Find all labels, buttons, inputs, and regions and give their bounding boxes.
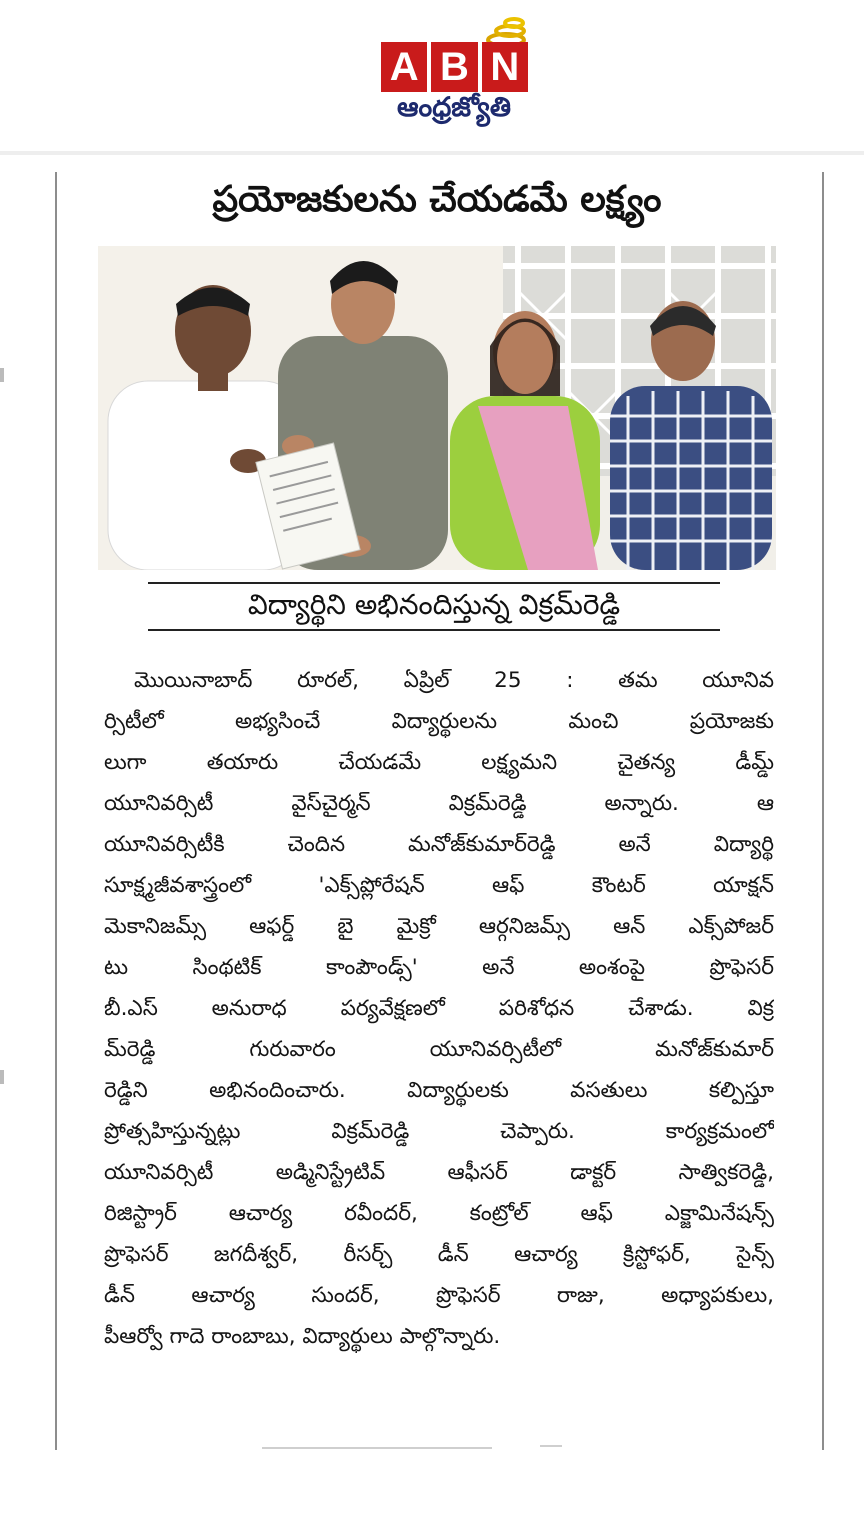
header-separator (0, 151, 864, 155)
body-line: టు సింథటిక్ కాంపౌండ్స్' అనే అంశంపై ప్రొఫెసర్ (104, 955, 774, 980)
right-column-rule (822, 172, 824, 1450)
left-column-rule (55, 172, 57, 1450)
body-line: మెకానిజమ్స్ ఆఫర్డ్ బై మైక్రో ఆర్గనిజమ్స్ ఆన్ ఎక్స్‌పోజర్ (104, 914, 774, 939)
body-line: యూనివర్సిటీకి చెందిన మనోజ్‌కుమార్‌రెడ్డి అనే విద్యార్థి (104, 832, 774, 857)
body-line: మొయినాబాద్ రూరల్, ఏప్రిల్ 25 : తమ యూనివ (134, 668, 774, 693)
logo-letter-b: B (431, 42, 477, 92)
bottom-divider (540, 1445, 562, 1447)
margin-mark (0, 1070, 4, 1084)
logo-subtitle: ఆంధ్రజ్యోతి (396, 92, 512, 123)
body-line: డీన్ ఆచార్య సుందర్, ప్రొఫెసర్ రాజు, అధ్యాపకులు, (104, 1283, 774, 1308)
caption-rule-bottom (148, 629, 720, 631)
body-line: ప్రోత్సహిస్తున్నట్లు విక్రమ్‌రెడ్డి చెప్పారు. కార్యక్రమంలో (104, 1119, 774, 1144)
bottom-divider (262, 1447, 492, 1449)
body-line: మ్‌రెడ్డి గురువారం యూనివర్సిటీలో మనోజ్‌కుమార్ (104, 1037, 774, 1062)
body-line: రిజిస్ట్రార్ ఆచార్య రవీందర్, కంట్రోల్ ఆఫ్ ఎక్జామినేషన్స్ (104, 1201, 774, 1226)
body-line: లుగా తయారు చేయడమే లక్ష్యమని చైతన్య డీమ్డ్ (104, 750, 774, 775)
article-headline: ప్రయోజకులను చేయడమే లక్ష్యం (212, 179, 662, 220)
body-line: ప్రొఫెసర్ జగదీశ్వర్, రీసర్చ్ డీన్ ఆచార్య క్రిస్టోఫర్, సైన్స్ (104, 1242, 774, 1267)
photo-caption: విద్యార్థిని అభినందిస్తున్న విక్రమ్‌రెడ్డి (247, 588, 621, 621)
article-body (104, 660, 774, 1357)
caption-rule-top (148, 582, 720, 584)
body-line: యూనివర్సిటీ వైస్‌చైర్మన్ విక్రమ్‌రెడ్డి అన్నారు. ఆ (104, 791, 774, 816)
body-line: యూనివర్సిటీ అడ్మినిస్ట్రేటివ్ ఆఫీసర్ డాక్టర్ సాత్వికరెడ్డి, (104, 1160, 774, 1185)
body-line: రెడ్డిని అభినందించారు. విద్యార్థులకు వసతులు కల్పిస్తూ (104, 1078, 774, 1103)
abn-logo[interactable] (381, 42, 528, 92)
body-line: పీఆర్వో గాదె రాంబాబు, విద్యార్థులు పాల్గొన్నారు. (104, 1324, 501, 1349)
masthead (0, 0, 864, 152)
body-line: బీ.ఎస్ అనురాధ పర్యవేక్షణలో పరిశోధన చేశాడు. విక్ర (104, 996, 774, 1021)
body-line: ర్సిటీలో అభ్యసించే విద్యార్థులను మంచి ప్రయోజకు (104, 709, 774, 734)
margin-mark (0, 368, 4, 382)
logo-letter-n: N (482, 42, 528, 92)
article-photo[interactable] (98, 246, 776, 570)
body-line: సూక్ష్మజీవశాస్త్రంలో 'ఎక్స్‌ప్లోరేషన్ ఆఫ్ కౌంటర్ యాక్షన్ (104, 873, 774, 898)
logo-letter-a: A (381, 42, 427, 92)
